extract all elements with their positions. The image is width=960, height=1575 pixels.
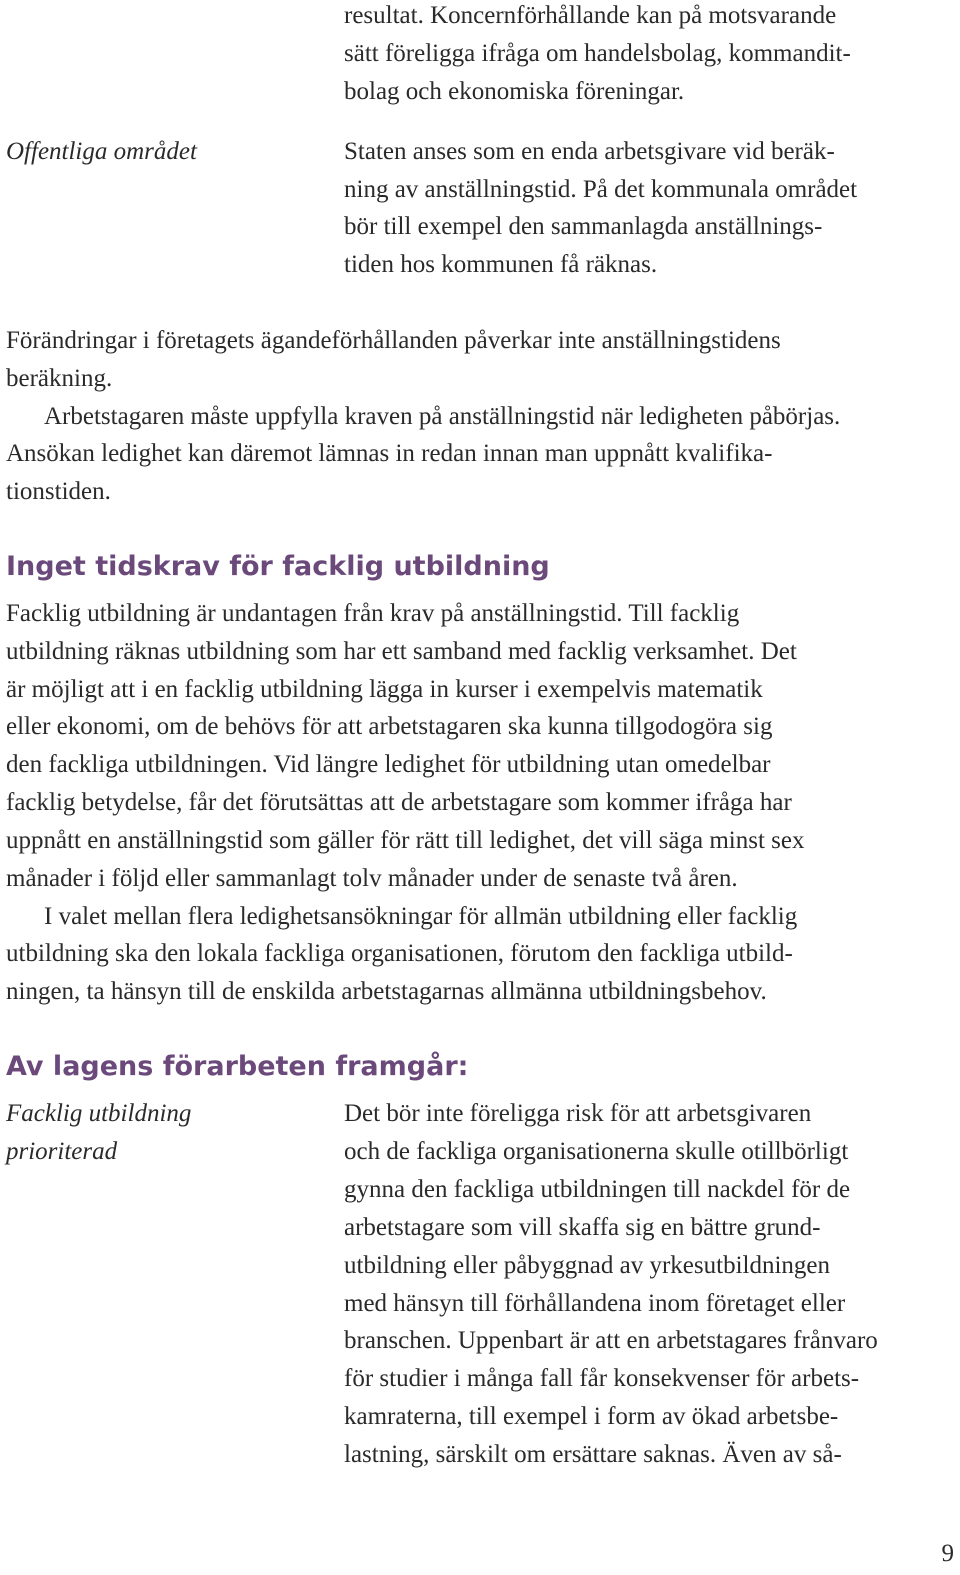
section2-line: lastning, särskilt om ersättare saknas. Även av så- <box>344 1441 842 1468</box>
side-label-offentliga: Offentliga området <box>6 138 197 165</box>
section2-line: utbildning eller påbyggnad av yrkesutbildningen <box>344 1252 831 1279</box>
section2-line: och de fackliga organisationerna skulle otillbörligt <box>344 1138 849 1165</box>
intro-line: sätt föreligga ifråga om handelsbolag, kommandit- <box>344 40 851 67</box>
section-heading-facklig-utbildning: Inget tidskrav för facklig utbildning <box>6 551 550 582</box>
side-label-facklig-utbildning: Facklig utbildning <box>6 1100 192 1127</box>
body-line: Arbetstagaren måste uppfylla kraven på anställningstid när ledigheten påbörjas. <box>44 403 841 430</box>
section1-line: facklig betydelse, får det förutsättas att de arbetstagare som kommer ifråga har <box>6 789 792 816</box>
offentliga-line: ning av anställningstid. På det kommunala området <box>344 176 858 203</box>
section1-line: eller ekonomi, om de behövs för att arbetstagaren ska kunna tillgodogöra sig <box>6 713 773 740</box>
intro-line: bolag och ekonomiska föreningar. <box>344 78 685 105</box>
intro-line: resultat. Koncernförhållande kan på motsvarande <box>344 2 837 29</box>
body-line: Förändringar i företagets ägandeförhållanden påverkar inte anställningstidens <box>6 327 781 354</box>
section2-line: med hänsyn till förhållandena inom företaget eller <box>344 1290 846 1317</box>
section1-line: I valet mellan flera ledighetsansökningar för allmän utbildning eller facklig <box>44 903 798 930</box>
section1-line: utbildning ska den lokala fackliga organisationen, förutom den fackliga utbild- <box>6 940 793 967</box>
section1-line: ningen, ta hänsyn till de enskilda arbetstagarnas allmänna utbildningsbehov. <box>6 978 767 1005</box>
body-line: beräkning. <box>6 365 113 392</box>
section1-line: är möjligt att i en facklig utbildning lägga in kurser i exempelvis matematik <box>6 676 763 703</box>
section2-line: kamraterna, till exempel i form av ökad arbetsbe- <box>344 1403 839 1430</box>
section-heading-forarbeten: Av lagens förarbeten framgår: <box>6 1051 469 1082</box>
body-line: tionstiden. <box>6 478 111 505</box>
section1-line: utbildning räknas utbildning som har ett samband med facklig verksamhet. Det <box>6 638 797 665</box>
offentliga-line: bör till exempel den sammanlagda anställnings- <box>344 213 823 240</box>
body-line: Ansökan ledighet kan däremot lämnas in redan innan man uppnått kvalifika- <box>6 440 773 467</box>
page-number: 9 <box>941 1540 954 1567</box>
section1-line: månader i följd eller sammanlagt tolv månader under de senaste två åren. <box>6 865 738 892</box>
section2-line: arbetstagare som vill skaffa sig en bättre grund- <box>344 1214 821 1241</box>
section1-line: Facklig utbildning är undantagen från krav på anställningstid. Till facklig <box>6 600 740 627</box>
section1-line: uppnått en anställningstid som gäller för rätt till ledighet, det vill säga minst sex <box>6 827 805 854</box>
section2-line: för studier i många fall får konsekvenser för arbets- <box>344 1365 860 1392</box>
side-label-prioriterad: prioriterad <box>6 1138 118 1165</box>
section2-line: Det bör inte föreligga risk för att arbetsgivaren <box>344 1100 812 1127</box>
section1-line: den fackliga utbildningen. Vid längre ledighet för utbildning utan omedelbar <box>6 751 771 778</box>
section2-line: gynna den fackliga utbildningen till nackdel för de <box>344 1176 851 1203</box>
section2-line: branschen. Uppenbart är att en arbetstagares frånvaro <box>344 1327 878 1354</box>
offentliga-line: tiden hos kommunen få räknas. <box>344 251 658 278</box>
offentliga-line: Staten anses som en enda arbetsgivare vid beräk- <box>344 138 835 165</box>
